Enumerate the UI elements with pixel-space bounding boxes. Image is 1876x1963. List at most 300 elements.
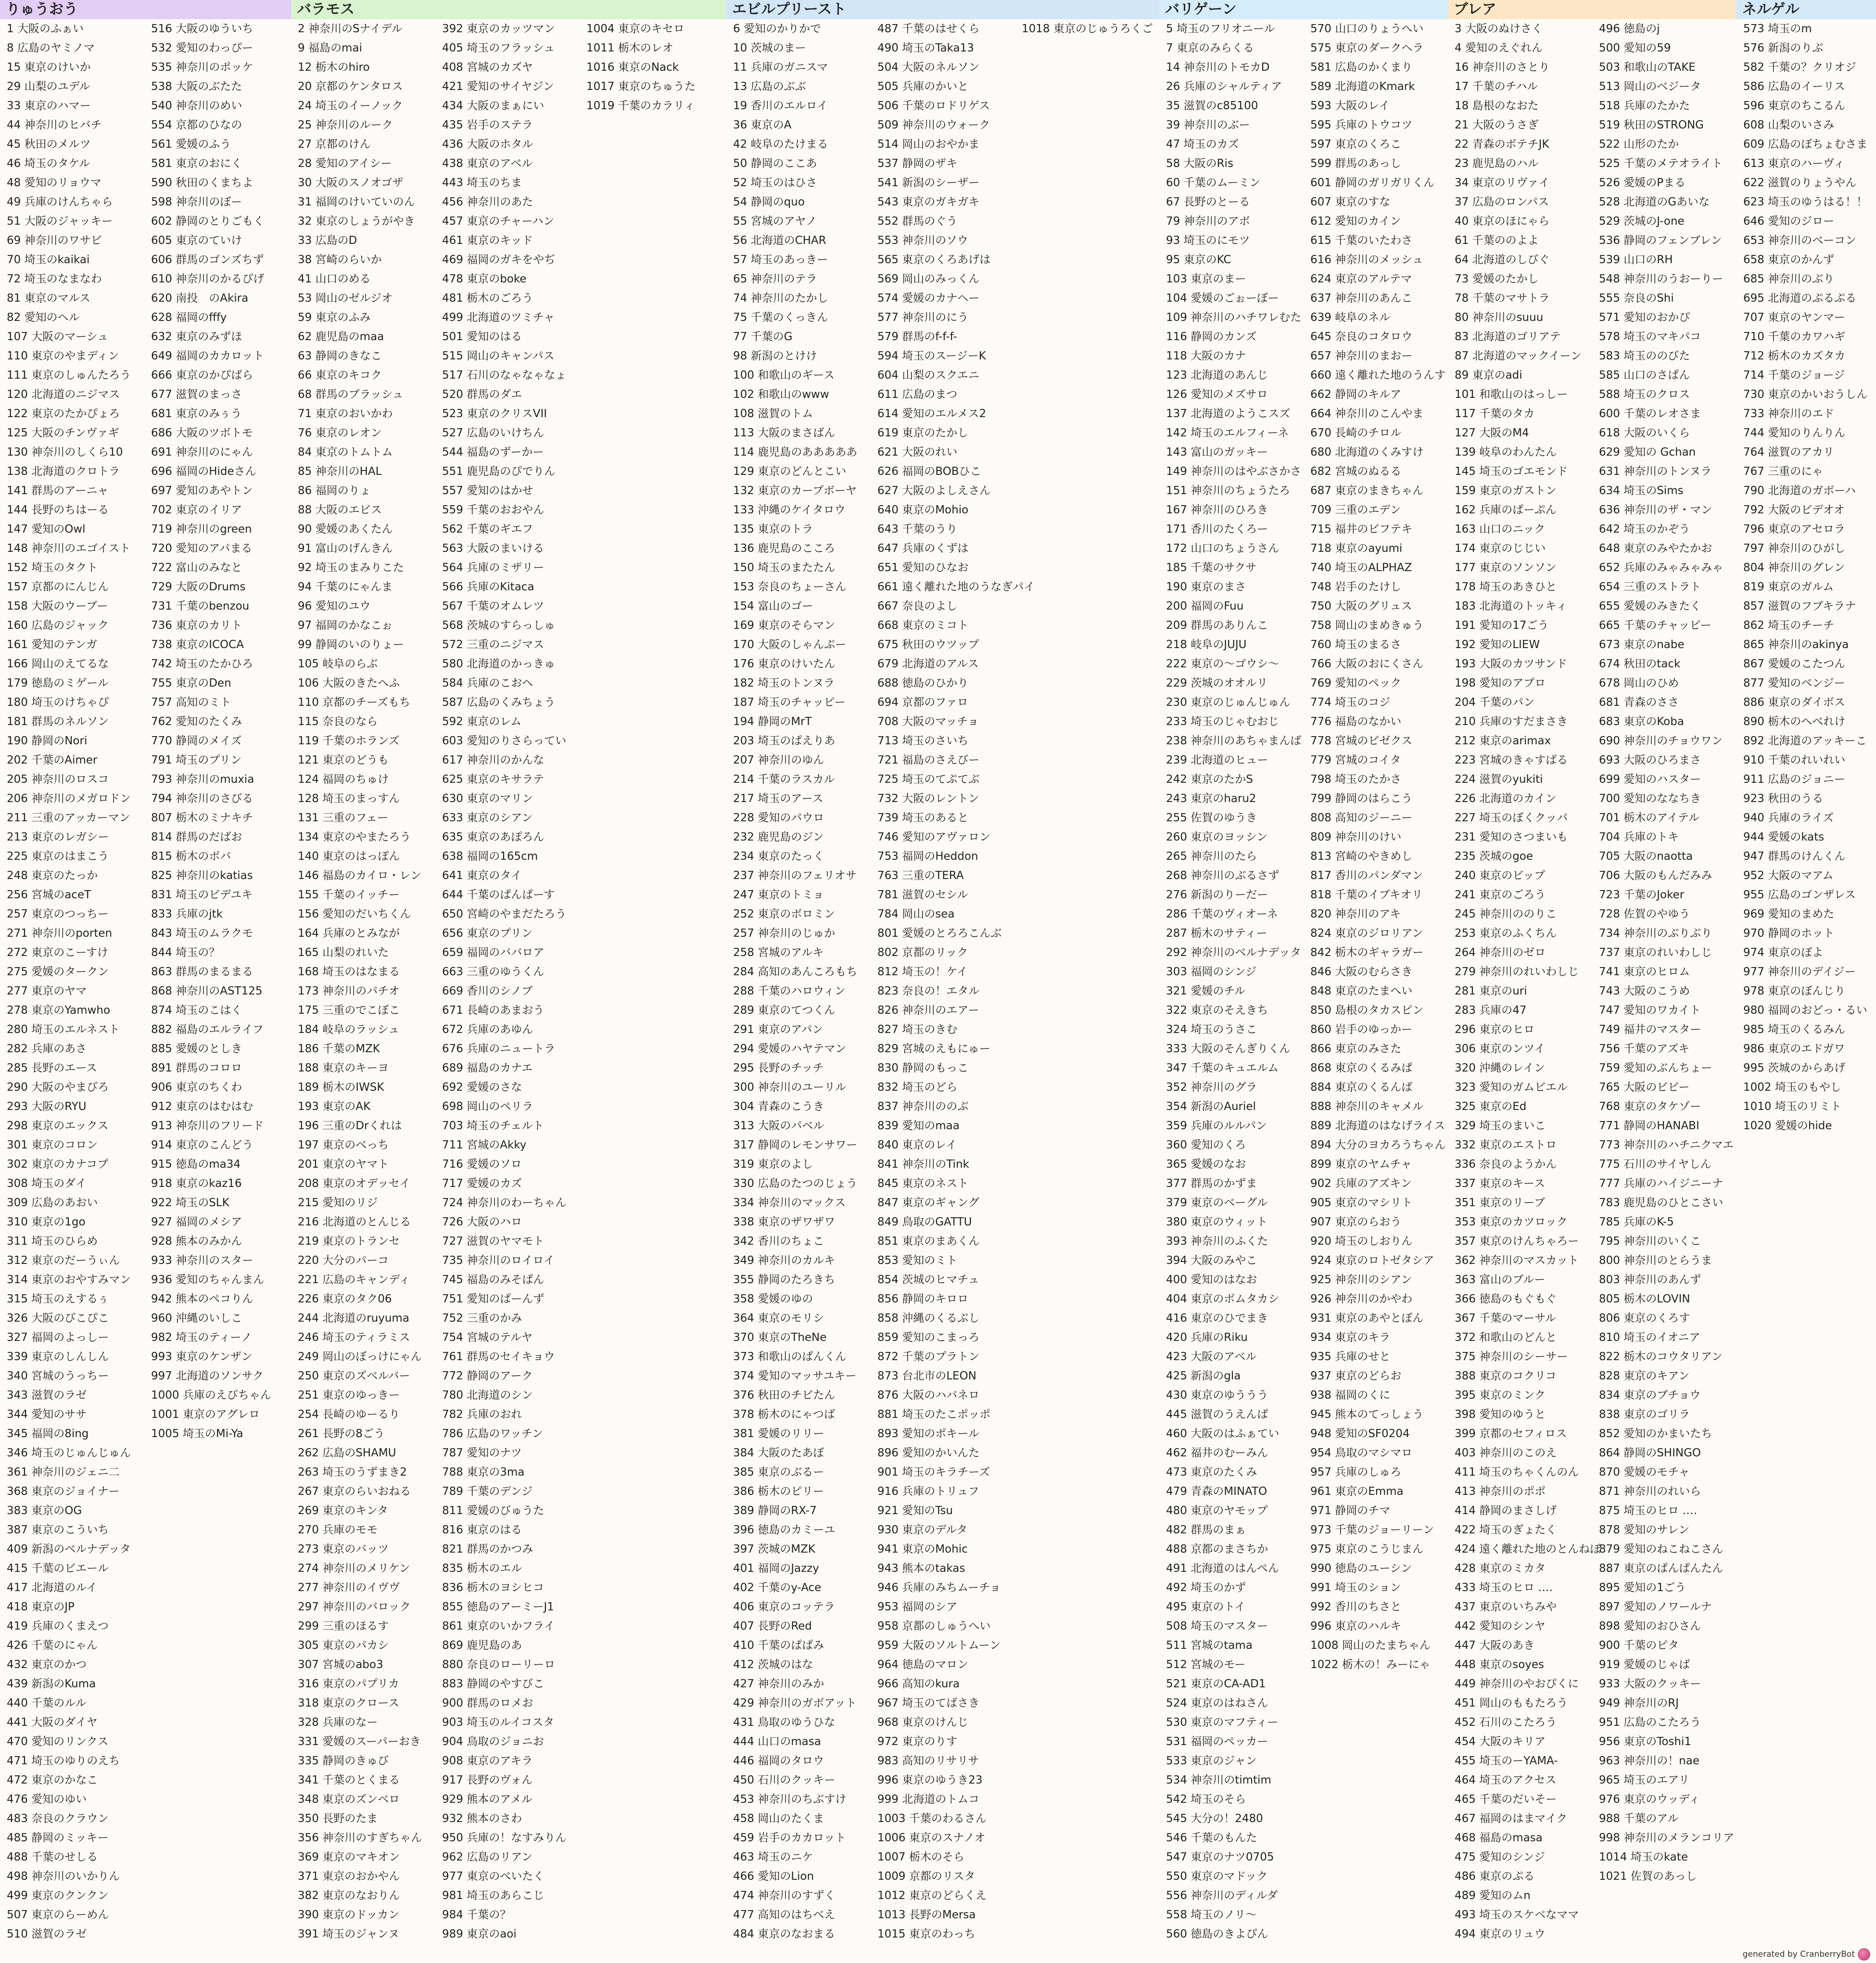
entry: 3 大阪のぬけさく: [1455, 23, 1543, 35]
entry: 998 神奈川のメランコリア: [1599, 1832, 1735, 1844]
entry: 980 福岡のおどっ・るい: [1743, 1004, 1867, 1017]
entry: 67 長野のとーる: [1166, 196, 1250, 208]
entry: 1005 埼玉のMi-Ya: [151, 1428, 243, 1440]
entry: 361 神奈川のジェニ二: [7, 1466, 120, 1479]
entry: 455 埼玉のーYAMA-: [1455, 1755, 1558, 1767]
entry: 309 広島のあおい: [7, 1197, 98, 1209]
entry: 690 神奈川のチョウワン: [1599, 735, 1723, 747]
entry: 387 東京のこういち: [7, 1524, 109, 1536]
entry: 160 広島のジャック: [7, 619, 109, 632]
entry: 420 兵庫のRiku: [1166, 1331, 1248, 1344]
entry: 583 埼玉ののびた: [1599, 350, 1690, 362]
entry: 1014 埼玉のkate: [1599, 1851, 1688, 1863]
entry: 18 島根のなおた: [1455, 100, 1539, 112]
entry: 294 愛媛のハヤテマン: [733, 1043, 847, 1055]
entry: 811 愛媛のびゅうた: [442, 1504, 545, 1517]
entry: 566 兵庫のKitaca: [442, 581, 534, 593]
entry: 780 北海道のシン: [442, 1389, 533, 1402]
entry: 988 千葉のアル: [1599, 1812, 1679, 1825]
entry: 587 広島のくみちょう: [442, 696, 556, 709]
entry: 929 熊本のアメル: [442, 1793, 532, 1806]
entry: 143 富山のガッキー: [1166, 446, 1268, 459]
entry: 729 大阪のDrums: [151, 581, 246, 593]
entry: 373 和歌山のぱんくん: [733, 1351, 847, 1363]
entry: 482 群馬のまぁ: [1166, 1524, 1246, 1536]
entry: 297 神奈川のバロック: [298, 1601, 411, 1613]
entry: 932 熊本のさわ: [442, 1812, 522, 1825]
entry: 202 千葉のAimer: [7, 754, 98, 766]
entry: 611 広島のまつ: [877, 388, 958, 401]
entry: 991 埼玉のション: [1310, 1581, 1401, 1594]
entry: 411 埼玉のちゃくんのん: [1455, 1466, 1579, 1479]
entry: 590 秋田のくまちよ: [151, 177, 254, 189]
entry: 488 千葉のせしる: [7, 1851, 98, 1863]
entry: 39 神奈川のぶー: [1166, 119, 1250, 131]
entry: 995 茨城のからあげ: [1743, 1062, 1846, 1074]
entry: 593 大阪のレイ: [1310, 100, 1390, 112]
entry: 173 神奈川のパチオ: [298, 985, 400, 997]
entry: 693 大阪のひろまさ: [1599, 754, 1701, 766]
entry: 519 秋田のSTRONG: [1599, 119, 1704, 131]
entry: 971 静岡のチマ: [1310, 1504, 1391, 1517]
entry: 1007 栃木のそら: [877, 1851, 964, 1863]
entry: 380 東京のウィット: [1166, 1216, 1268, 1228]
entry: 648 東京のみやたかお: [1599, 542, 1712, 555]
entry: 324 埼玉のうさこ: [1166, 1023, 1257, 1036]
entry: 826 神奈川のエアー: [877, 1004, 979, 1017]
entry: 103 東京のまー: [1166, 273, 1246, 285]
entry: 9 福島のmai: [298, 42, 362, 54]
entry: 181 群馬のネルソン: [7, 715, 109, 728]
entry: 45 秋田のメルツ: [7, 138, 91, 151]
entry: 216 北海道のとんじる: [298, 1216, 411, 1228]
entry: 650 宮崎のやまだたろう: [442, 908, 567, 920]
entry: 492 埼玉のかず: [1166, 1581, 1246, 1594]
entry: 436 大阪のホタル: [442, 138, 533, 151]
entry: 186 千葉のMZK: [298, 1043, 380, 1055]
entry: 899 東京のヤムチャ: [1310, 1158, 1412, 1171]
entry: 585 山口のさぱん: [1599, 369, 1690, 382]
entry: 355 静岡のたろきち: [733, 1274, 836, 1286]
entry: 671 長崎のあまおう: [442, 1004, 545, 1017]
group-4: [1159, 0, 1448, 1949]
entry: 1006 東京のスナノオ: [877, 1832, 986, 1844]
entry: 300 神奈川のユーリル: [733, 1081, 847, 1094]
entry: 465 千葉のだいそー: [1455, 1793, 1557, 1806]
group-2: [291, 0, 726, 1949]
group-header: バリゲーン: [1159, 0, 1448, 19]
entry: 799 静岡のはらこう: [1310, 792, 1413, 805]
entry: 222 東京の〜ゴウシ〜: [1166, 658, 1280, 670]
entry: 472 東京のかなこ: [7, 1774, 98, 1786]
entry: 453 神奈川のちぶすけ: [733, 1793, 847, 1806]
entry: 91 富山のげんきん: [298, 542, 393, 555]
entry: 157 京都のにんじん: [7, 581, 109, 593]
entry: 183 北海道のトッキィ: [1455, 600, 1567, 612]
entry: 969 愛知のまめた: [1743, 908, 1835, 920]
entry: 949 神奈川のRJ: [1599, 1697, 1679, 1709]
entry: 319 東京のよし: [733, 1158, 813, 1171]
entry: 317 静岡のレモンサワー: [733, 1139, 858, 1151]
entry: 240 東京のビップ: [1455, 869, 1546, 882]
entry: 619 東京のたかし: [877, 427, 969, 439]
entry: 730 東京のかいおうしん: [1743, 388, 1868, 401]
entry: 836 栃木のヨシヒコ: [442, 1581, 545, 1594]
entry: 478 東京のboke: [442, 273, 527, 285]
entry: 126 愛知のメズサロ: [1166, 388, 1268, 401]
entry: 859 愛知のこまっろ: [877, 1331, 980, 1344]
entry: 163 山口のニック: [1455, 523, 1546, 535]
entry: 901 埼玉のキラチーズ: [877, 1466, 990, 1479]
entry: 637 神奈川のあんこ: [1310, 292, 1413, 305]
entry: 34 東京のリヴァイ: [1455, 177, 1550, 189]
entry: 943 熊本のtakas: [877, 1562, 965, 1575]
entry: 168 埼玉のはなまる: [298, 966, 400, 978]
entry: 606 群馬のゴンズちず: [151, 254, 264, 266]
entry: 750 大阪のグリュス: [1310, 600, 1412, 612]
entry: 137 北海道のようこスズ: [1166, 408, 1291, 420]
entry: 983 高知のリサリサ: [877, 1755, 979, 1767]
entry: 417 北海道のルイ: [7, 1581, 98, 1594]
entry: 539 山口のRH: [1599, 254, 1673, 266]
entry: 256 宮城のaceT: [7, 889, 91, 901]
entry: 617 神奈川のかんな: [442, 754, 545, 766]
entry: 190 静岡のNori: [7, 735, 88, 747]
entry: 75 千葉のくっきん: [733, 311, 828, 324]
entry: 161 愛知のテンガ: [7, 638, 98, 651]
entry: 82 愛知のヘル: [7, 311, 80, 324]
entry: 548 神奈川のうおーりー: [1599, 273, 1724, 285]
entry: 918 東京のkaz16: [151, 1177, 242, 1190]
entry: 884 東京のくるんば: [1310, 1081, 1413, 1094]
entry: 422 埼玉のぎょたく: [1455, 1524, 1557, 1536]
entry: 964 徳島のマロン: [877, 1658, 969, 1671]
entry: 348 東京のズンベロ: [298, 1793, 400, 1806]
entry: 896 愛知のかいんた: [877, 1447, 980, 1459]
entry: 518 兵庫のたかた: [1599, 100, 1690, 112]
entry: 452 石川のこたろう: [1455, 1716, 1557, 1729]
entry: 249 岡山のぼっけにゃん: [298, 1351, 422, 1363]
entry: 441 大阪のダイヤ: [7, 1716, 98, 1729]
entry: 779 宮城のコイタ: [1310, 754, 1401, 766]
entry: 15 東京のけいか: [7, 61, 91, 74]
entry: 849 鳥取のGATTU: [877, 1216, 972, 1228]
entry: 978 東京のぼんじり: [1743, 985, 1846, 997]
entry: 131 三重のフェー: [298, 812, 389, 824]
entry: 965 埼玉のエアリ: [1599, 1774, 1690, 1786]
entry: 150 埼玉のまたたん: [733, 561, 836, 574]
entry: 220 大分のパーコ: [298, 1254, 389, 1267]
entry: 194 静岡のMrT: [733, 715, 812, 728]
entry: 255 佐賀のゆうき: [1166, 812, 1257, 824]
entry: 27 京都のけん: [298, 138, 371, 151]
entry: 72 埼玉のなまなわ: [7, 273, 102, 285]
entry: 642 埼玉のかぞう: [1599, 523, 1690, 535]
entry: 625 東京のキサラテ: [442, 773, 545, 786]
entry: 803 神奈川のあんず: [1599, 1274, 1701, 1286]
entry: 534 神奈川のtimtim: [1166, 1774, 1271, 1786]
entry: 956 東京のToshi1: [1599, 1735, 1692, 1748]
entry: 253 東京のふくちん: [1455, 927, 1557, 940]
entry: 886 東京のダイボス: [1743, 696, 1845, 709]
entry: 193 大阪のカツサンド: [1455, 658, 1568, 670]
entry: 594 埼玉のスージーK: [877, 350, 986, 362]
entry: 144 長野のちはーる: [7, 504, 109, 516]
entry: 505 兵庫のかいと: [877, 80, 969, 93]
entry: 439 新潟のKuma: [7, 1678, 96, 1690]
entry: 677 滋賀のまっさ: [151, 388, 242, 401]
entry: 735 神奈川のロイロイ: [442, 1254, 555, 1267]
entry: 1004 東京のキセロ: [586, 23, 684, 35]
entry: 273 東京のバッツ: [298, 1543, 389, 1555]
entry: 644 千葉のぱんぱーす: [442, 889, 555, 901]
entry: 923 秋田のうる: [1743, 792, 1824, 805]
entry: 974 東京のぽよ: [1743, 946, 1824, 959]
entry: 64 北海道のしびぐ: [1455, 254, 1550, 266]
entry: 743 大阪のこうめ: [1599, 985, 1690, 997]
entry: 252 東京のボロミン: [733, 908, 836, 920]
entry: 547 東京のナツ0705: [1166, 1851, 1274, 1863]
entry: 52 埼玉のはひさ: [733, 177, 817, 189]
entry: 371 東京のおかやん: [298, 1870, 400, 1883]
entry: 868 東京のくるみぱ: [1310, 1062, 1413, 1074]
entry: 245 神奈川ののりこ: [1455, 908, 1557, 920]
entry: 263 埼玉のうずまき2: [298, 1466, 407, 1479]
entry: 565 東京のくろあげは: [877, 254, 991, 266]
entry: 394 大阪のみやこ: [1166, 1254, 1257, 1267]
entry: 638 福岡の165cm: [442, 850, 538, 863]
entry: 576 新潟のりぶ: [1743, 42, 1824, 54]
entry: 728 佐賀のやゆう: [1599, 908, 1690, 920]
entry: 600 千葉のレオさま: [1599, 408, 1701, 420]
entry: 881 埼玉のたこポッポ: [877, 1408, 991, 1421]
entry: 243 東京のharu2: [1166, 792, 1256, 805]
entry: 708 大阪のマッチョ: [877, 715, 979, 728]
cranberry-icon: [1858, 1948, 1870, 1961]
entry: 484 東京のなおまる: [733, 1928, 836, 1940]
entry: 928 熊本のみかん: [151, 1235, 242, 1248]
group-3: [726, 0, 1159, 1949]
entry: 460 大阪のはふぁてい: [1166, 1428, 1280, 1440]
entry: 1018 東京のじゅうろくご: [1022, 23, 1153, 35]
entry: 81 東京のマルス: [7, 292, 90, 305]
entry: 898 愛知のおひさん: [1599, 1620, 1701, 1632]
entry: 352 神奈川のグラ: [1166, 1081, 1257, 1094]
entry: 223 宮城のきゃすばる: [1455, 754, 1568, 766]
entry: 425 新潟のgla: [1166, 1370, 1241, 1382]
entry: 50 静岡のここあ: [733, 157, 817, 170]
entry: 188 東京のキーヨ: [298, 1062, 389, 1074]
entry: 746 愛知のアヴァロン: [877, 831, 990, 843]
entry: 462 福井のむーみん: [1166, 1447, 1268, 1459]
entry: 578 埼玉のマキパコ: [1599, 331, 1701, 343]
entry: 860 岩手のゆっかー: [1310, 1023, 1412, 1036]
entry: 313 大阪のパベル: [733, 1120, 824, 1132]
entry: 947 群馬のけんくん: [1743, 850, 1846, 863]
entry: 900 群馬のロメお: [442, 1697, 533, 1709]
entry: 391 埼玉のジャンヌ: [298, 1928, 399, 1940]
entry: 201 東京のヤマト: [298, 1158, 389, 1171]
entry: 246 埼玉のティラミス: [298, 1331, 410, 1344]
entry: 919 愛媛のじゃば: [1599, 1658, 1690, 1671]
entry: 473 東京のたくみ: [1166, 1466, 1257, 1479]
entry: 584 兵庫のこおへ: [442, 677, 533, 689]
entry: 694 京都のファロ: [877, 696, 968, 709]
entry: 734 神奈川のぶりぶり: [1599, 927, 1712, 940]
entry: 867 愛媛のこたつん: [1743, 658, 1846, 670]
entry: 382 東京のなおりん: [298, 1889, 400, 1902]
entry: 954 鳥取のマシマロ: [1310, 1447, 1413, 1459]
entry: 977 東京のべいたく: [442, 1870, 545, 1883]
entry: 414 静岡のまさしげ: [1455, 1504, 1557, 1517]
entry: 396 徳島のカミーユ: [733, 1524, 836, 1536]
entry: 891 群馬のコロロ: [151, 1062, 242, 1074]
entry: 752 三重のかみ: [442, 1312, 522, 1325]
entry: 682 宮城のぬるる: [1310, 465, 1402, 478]
entry: 829 宮城のえもにゅー: [877, 1043, 990, 1055]
group-5: [1448, 0, 1737, 1949]
entry: 575 東京のダークヘラ: [1310, 42, 1424, 54]
entry: 235 茨城のgoe: [1455, 850, 1534, 863]
entry: 725 埼玉のてぷてぶ: [877, 773, 980, 786]
entry: 191 愛知の17ごう: [1455, 619, 1549, 632]
entry: 613 東京のハーヴィ: [1743, 157, 1845, 170]
entry: 299 三重のほるす: [298, 1620, 389, 1632]
entry: 963 神奈川の！nae: [1599, 1755, 1700, 1767]
entry: 122 東京のたかぴょろ: [7, 408, 120, 420]
entry: 967 埼玉のてばさき: [877, 1697, 980, 1709]
entry: 29 山梨のユデル: [7, 80, 90, 93]
entry: 827 埼玉のきむ: [877, 1023, 958, 1036]
entry: 531 福岡のペッカー: [1166, 1735, 1268, 1748]
entry: 1008 岡山のたまちゃん: [1310, 1639, 1431, 1652]
entry: 769 愛知のペック: [1310, 677, 1402, 689]
entry: 692 愛媛のさな: [442, 1081, 522, 1094]
entry: 699 愛知のハスター: [1599, 773, 1701, 786]
entry: 90 愛媛のあくたん: [298, 523, 393, 535]
entry: 922 埼玉のSLK: [151, 1197, 229, 1209]
entry: 623 埼玉のゆうはる！！: [1743, 196, 1868, 208]
entry: 70 埼玉のkaikai: [7, 254, 90, 266]
entry: 689 福島のカナエ: [442, 1062, 533, 1074]
entry: 500 愛知の59: [1599, 42, 1671, 54]
entry: 840 東京のレイ: [877, 1139, 957, 1151]
entry: 270 兵庫のモモ: [298, 1524, 378, 1536]
entry: 55 宮城のアヤノ: [733, 215, 817, 228]
entry: 203 埼玉のぱえりあ: [733, 735, 836, 747]
entry: 215 愛知のリジ: [298, 1197, 378, 1209]
entry: 989 東京のaoi: [442, 1928, 517, 1940]
entry: 976 東京のウッディ: [1599, 1793, 1700, 1806]
entry: 301 東京のコロン: [7, 1139, 98, 1151]
entry: 795 神奈川のいくこ: [1599, 1235, 1701, 1248]
entry: 28 愛知のアイシー: [298, 157, 392, 170]
entry: 912 東京のはむはむ: [151, 1100, 254, 1113]
entry: 498 神奈川のいかりん: [7, 1870, 120, 1883]
entry: 123 北海道のあんじ: [1166, 369, 1268, 382]
entry: 354 新潟のAuriel: [1166, 1100, 1256, 1113]
entry: 763 三重のTERA: [877, 869, 964, 882]
entry: 68 群馬のブラッシュ: [298, 388, 404, 401]
entry: 224 滋賀のyukiti: [1455, 773, 1543, 786]
entry: 952 大阪のマアム: [1743, 869, 1834, 882]
entry: 454 大阪のキリア: [1455, 1735, 1546, 1748]
entry: 736 東京のカリト: [151, 619, 242, 632]
entry: 833 兵庫のjtk: [151, 908, 223, 920]
entry: 985 埼玉のくるみん: [1743, 1023, 1846, 1036]
entry: 686 大阪のツボトモ: [151, 427, 253, 439]
entry: 805 栃木のLOVIN: [1599, 1293, 1690, 1305]
entry: 597 東京のくろこ: [1310, 138, 1402, 151]
entry: 1009 京都のリスタ: [877, 1870, 976, 1883]
entry: 1017 東京のちゅうた: [586, 80, 696, 93]
entry: 869 鹿児島のあ: [442, 1639, 522, 1652]
entry: 156 愛知のだいちくん: [298, 908, 411, 920]
entry: 476 愛知のゆい: [7, 1793, 87, 1806]
entry: 766 大阪のおにくさん: [1310, 658, 1424, 670]
entry: 649 福岡のカカロット: [151, 350, 264, 362]
entry: 125 大阪のチンヴァギ: [7, 427, 119, 439]
entry: 293 大阪のRYU: [7, 1100, 87, 1113]
entry: 727 滋賀のヤマモト: [442, 1235, 545, 1248]
entry: 95 東京のKC: [1166, 254, 1231, 266]
entry: 843 埼玉のムラクモ: [151, 927, 254, 940]
entry: 553 神奈川のソウ: [877, 234, 968, 247]
entry: 121 東京のどうも: [298, 754, 389, 766]
entry: 545 大分の！2480: [1166, 1812, 1263, 1825]
entry: 546 千葉のもんた: [1166, 1832, 1257, 1844]
entry: 335 静岡のきゅび: [298, 1755, 389, 1767]
entry: 21 大阪のうさぎ: [1455, 119, 1539, 131]
entry: 16 神奈川のさとり: [1455, 61, 1550, 74]
entry: 628 福岡のfffy: [151, 311, 227, 324]
entry: 933 大阪のクッキー: [1599, 1678, 1701, 1690]
entry: 911 広島のジョニー: [1743, 773, 1845, 786]
entry: 193 東京のAK: [298, 1100, 371, 1113]
entry: 906 東京のちくわ: [151, 1081, 242, 1094]
entry: 446 福岡のタロウ: [733, 1755, 824, 1767]
entry: 968 東京のけんじ: [877, 1716, 969, 1729]
entry: 745 福島のみそぱん: [442, 1274, 545, 1286]
entry: 844 埼玉の？: [151, 946, 220, 959]
entry: 561 愛媛のふう: [151, 138, 231, 151]
entry: 412 茨城のはな: [733, 1658, 813, 1671]
group-1: [0, 0, 291, 1949]
entry: 464 埼玉のアクセス: [1455, 1774, 1557, 1786]
entry: 76 東京のレオン: [298, 427, 382, 439]
entry: 866 東京のみさた: [1310, 1043, 1402, 1055]
entry: 839 愛知のmaa: [877, 1120, 960, 1132]
entry: 521 東京のCA-AD1: [1166, 1678, 1266, 1690]
entry: 813 宮崎のやきめし: [1310, 850, 1413, 863]
entry: 631 神奈川のトンヌラ: [1599, 465, 1712, 478]
entry: 555 奈良のShi: [1599, 292, 1674, 305]
entry: 395 東京のミンク: [1455, 1389, 1546, 1402]
entry: 838 東京のゴリラ: [1599, 1408, 1690, 1421]
entry: 581 東京のおにく: [151, 157, 242, 170]
entry: 375 神奈川のシーサー: [1455, 1351, 1568, 1363]
entry: 574 愛媛のカナヘー: [877, 292, 980, 305]
entry: 579 群馬のf-f-f-: [877, 331, 957, 343]
entry: 563 大阪のまいける: [442, 542, 545, 555]
entry: 863 群馬のまるまる: [151, 966, 254, 978]
entry: 751 愛知のぱーんず: [442, 1293, 545, 1305]
entry: 247 東京のトミョ: [733, 889, 824, 901]
entry: 742 埼玉のたかひろ: [151, 658, 254, 670]
entry: 493 埼玉のスケベなママ: [1455, 1909, 1579, 1921]
entry: 295 長野のチッチ: [733, 1062, 824, 1074]
entry: 151 神奈川のちょうたろ: [1166, 484, 1291, 497]
